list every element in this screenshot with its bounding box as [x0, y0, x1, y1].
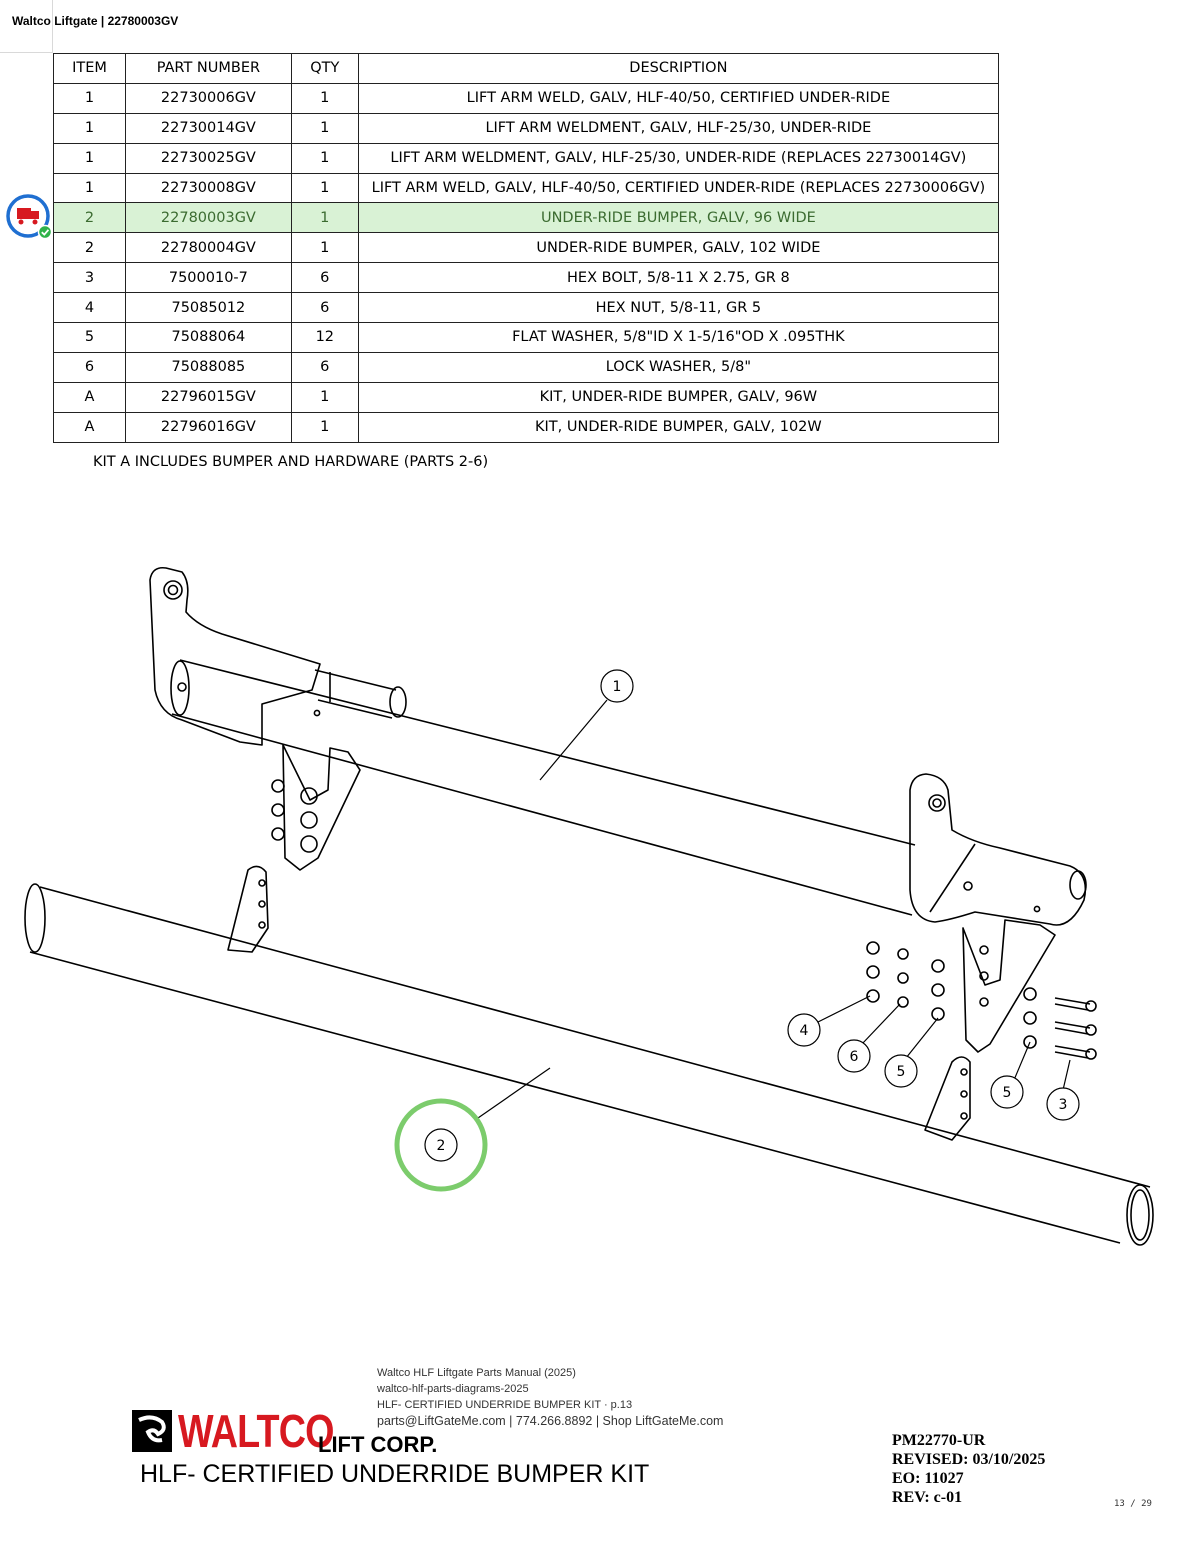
cell-description: LIFT ARM WELD, GALV, HLF-40/50, CERTIFIED UNDER-RIDE	[358, 83, 998, 113]
table-row[interactable]	[54, 173, 999, 203]
manual-slug: waltco-hlf-parts-diagrams-2025	[377, 1383, 529, 1395]
cell-item: 1	[54, 113, 126, 143]
page-number: 13 / 29	[1114, 1499, 1152, 1509]
cell-description: LIFT ARM WELDMENT, GALV, HLF-25/30, UNDER-RIDE	[358, 113, 998, 143]
header-qty: QTY	[291, 54, 358, 84]
callout-5b: 5	[1002, 1085, 1012, 1101]
cell-item: 4	[54, 293, 126, 323]
table-row[interactable]	[54, 382, 999, 412]
document-tab[interactable]	[0, 0, 179, 53]
table-row[interactable]	[54, 352, 999, 382]
pm-number: PM22770-UR	[892, 1432, 986, 1449]
cell-part-number: 75088085	[125, 352, 291, 382]
rev-number: REV: c-01	[892, 1489, 963, 1506]
cell-description: UNDER-RIDE BUMPER, GALV, 96 WIDE	[358, 203, 998, 233]
kit-note: KIT A INCLUDES BUMPER AND HARDWARE (PARTS 2-6)	[93, 454, 489, 470]
right-mount-bracket	[963, 920, 1055, 1052]
cell-part-number: 75085012	[125, 293, 291, 323]
cell-qty: 1	[291, 143, 358, 173]
cell-description: KIT, UNDER-RIDE BUMPER, GALV, 102W	[358, 412, 998, 442]
ram-logo-icon	[132, 1410, 172, 1452]
cell-part-number: 22780004GV	[125, 233, 291, 263]
header-description: DESCRIPTION	[358, 54, 998, 84]
cell-part-number: 75088064	[125, 323, 291, 353]
callout-2: 2	[436, 1138, 446, 1154]
revised-date: REVISED: 03/10/2025	[892, 1451, 1046, 1468]
table-row-highlighted[interactable]	[54, 203, 999, 233]
cell-item: 1	[54, 143, 126, 173]
cell-qty: 6	[291, 293, 358, 323]
cell-part-number: 22796016GV	[125, 412, 291, 442]
callout-3: 3	[1058, 1097, 1068, 1113]
document-title: HLF- CERTIFIED UNDERRIDE BUMPER KIT	[140, 1460, 650, 1488]
cell-qty: 1	[291, 203, 358, 233]
left-bolt-group	[272, 780, 317, 852]
callout-1: 1	[612, 679, 622, 695]
revision-block	[892, 1431, 1045, 1507]
left-mount-bracket	[283, 745, 360, 870]
callout-6: 6	[849, 1049, 859, 1065]
cell-description: HEX NUT, 5/8-11, GR 5	[358, 293, 998, 323]
cell-description: LOCK WASHER, 5/8"	[358, 352, 998, 382]
page-reference: HLF- CERTIFIED UNDERRIDE BUMPER KIT · p.13	[377, 1399, 633, 1411]
cell-item: A	[54, 412, 126, 442]
cell-qty: 1	[291, 173, 358, 203]
cell-qty: 1	[291, 233, 358, 263]
hardware-group	[867, 942, 1096, 1059]
cell-item: 1	[54, 173, 126, 203]
cell-part-number: 7500010-7	[125, 263, 291, 293]
cell-description: LIFT ARM WELDMENT, GALV, HLF-25/30, UNDER-RIDE (REPLACES 22730014GV)	[358, 143, 998, 173]
parts-table-header	[54, 54, 999, 84]
cell-part-number: 22730008GV	[125, 173, 291, 203]
cell-qty: 1	[291, 382, 358, 412]
cell-part-number: 22780003GV	[125, 203, 291, 233]
cell-qty: 12	[291, 323, 358, 353]
eo-number: EO: 11027	[892, 1470, 964, 1487]
document-tab-title: Waltco Liftgate | 22780003GV	[12, 14, 179, 28]
table-row[interactable]	[54, 293, 999, 323]
cell-qty: 1	[291, 83, 358, 113]
cell-part-number: 22796015GV	[125, 382, 291, 412]
table-row[interactable]	[54, 233, 999, 263]
cell-item: 6	[54, 352, 126, 382]
cell-description: HEX BOLT, 5/8-11 X 2.75, GR 8	[358, 263, 998, 293]
cell-item: 1	[54, 83, 126, 113]
cell-description: LIFT ARM WELD, GALV, HLF-40/50, CERTIFIED UNDER-RIDE (REPLACES 22730006GV)	[358, 173, 998, 203]
cell-item: 2	[54, 203, 126, 233]
in-cart-badge-icon[interactable]	[6, 194, 52, 240]
manual-name: Waltco HLF Liftgate Parts Manual (2025)	[377, 1367, 576, 1379]
pivot-bore	[164, 581, 182, 599]
cell-description: UNDER-RIDE BUMPER, GALV, 102 WIDE	[358, 233, 998, 263]
table-row[interactable]	[54, 412, 999, 442]
callout-4: 4	[799, 1023, 809, 1039]
footer-meta	[377, 1365, 723, 1429]
cell-description: FLAT WASHER, 5/8"ID X 1-5/16"OD X .095THK	[358, 323, 998, 353]
cell-item: 2	[54, 233, 126, 263]
header-part-number: PART NUMBER	[125, 54, 291, 84]
cell-item: 3	[54, 263, 126, 293]
cell-qty: 1	[291, 412, 358, 442]
table-row[interactable]	[54, 143, 999, 173]
cell-item: 5	[54, 323, 126, 353]
header-item: ITEM	[54, 54, 126, 84]
cell-description: KIT, UNDER-RIDE BUMPER, GALV, 96W	[358, 382, 998, 412]
table-row[interactable]	[54, 263, 999, 293]
lift-corp-label: LIFT CORP.	[318, 1432, 438, 1457]
cell-item: A	[54, 382, 126, 412]
cell-part-number: 22730006GV	[125, 83, 291, 113]
parts-table	[53, 53, 999, 443]
cell-part-number: 22730025GV	[125, 143, 291, 173]
bumper-tube	[30, 887, 1150, 1243]
table-row[interactable]	[54, 113, 999, 143]
callout-5a: 5	[896, 1064, 906, 1080]
table-row[interactable]	[54, 83, 999, 113]
brand-wordmark: WALTCO	[178, 1405, 334, 1457]
cell-qty: 6	[291, 352, 358, 382]
cell-qty: 6	[291, 263, 358, 293]
table-row[interactable]	[54, 323, 999, 353]
cell-qty: 1	[291, 113, 358, 143]
cell-part-number: 22730014GV	[125, 113, 291, 143]
contact-line[interactable]: parts@LiftGateMe.com | 774.266.8892 | Shop LiftGateMe.com	[377, 1414, 724, 1428]
exploded-view-diagram	[0, 500, 1200, 1280]
